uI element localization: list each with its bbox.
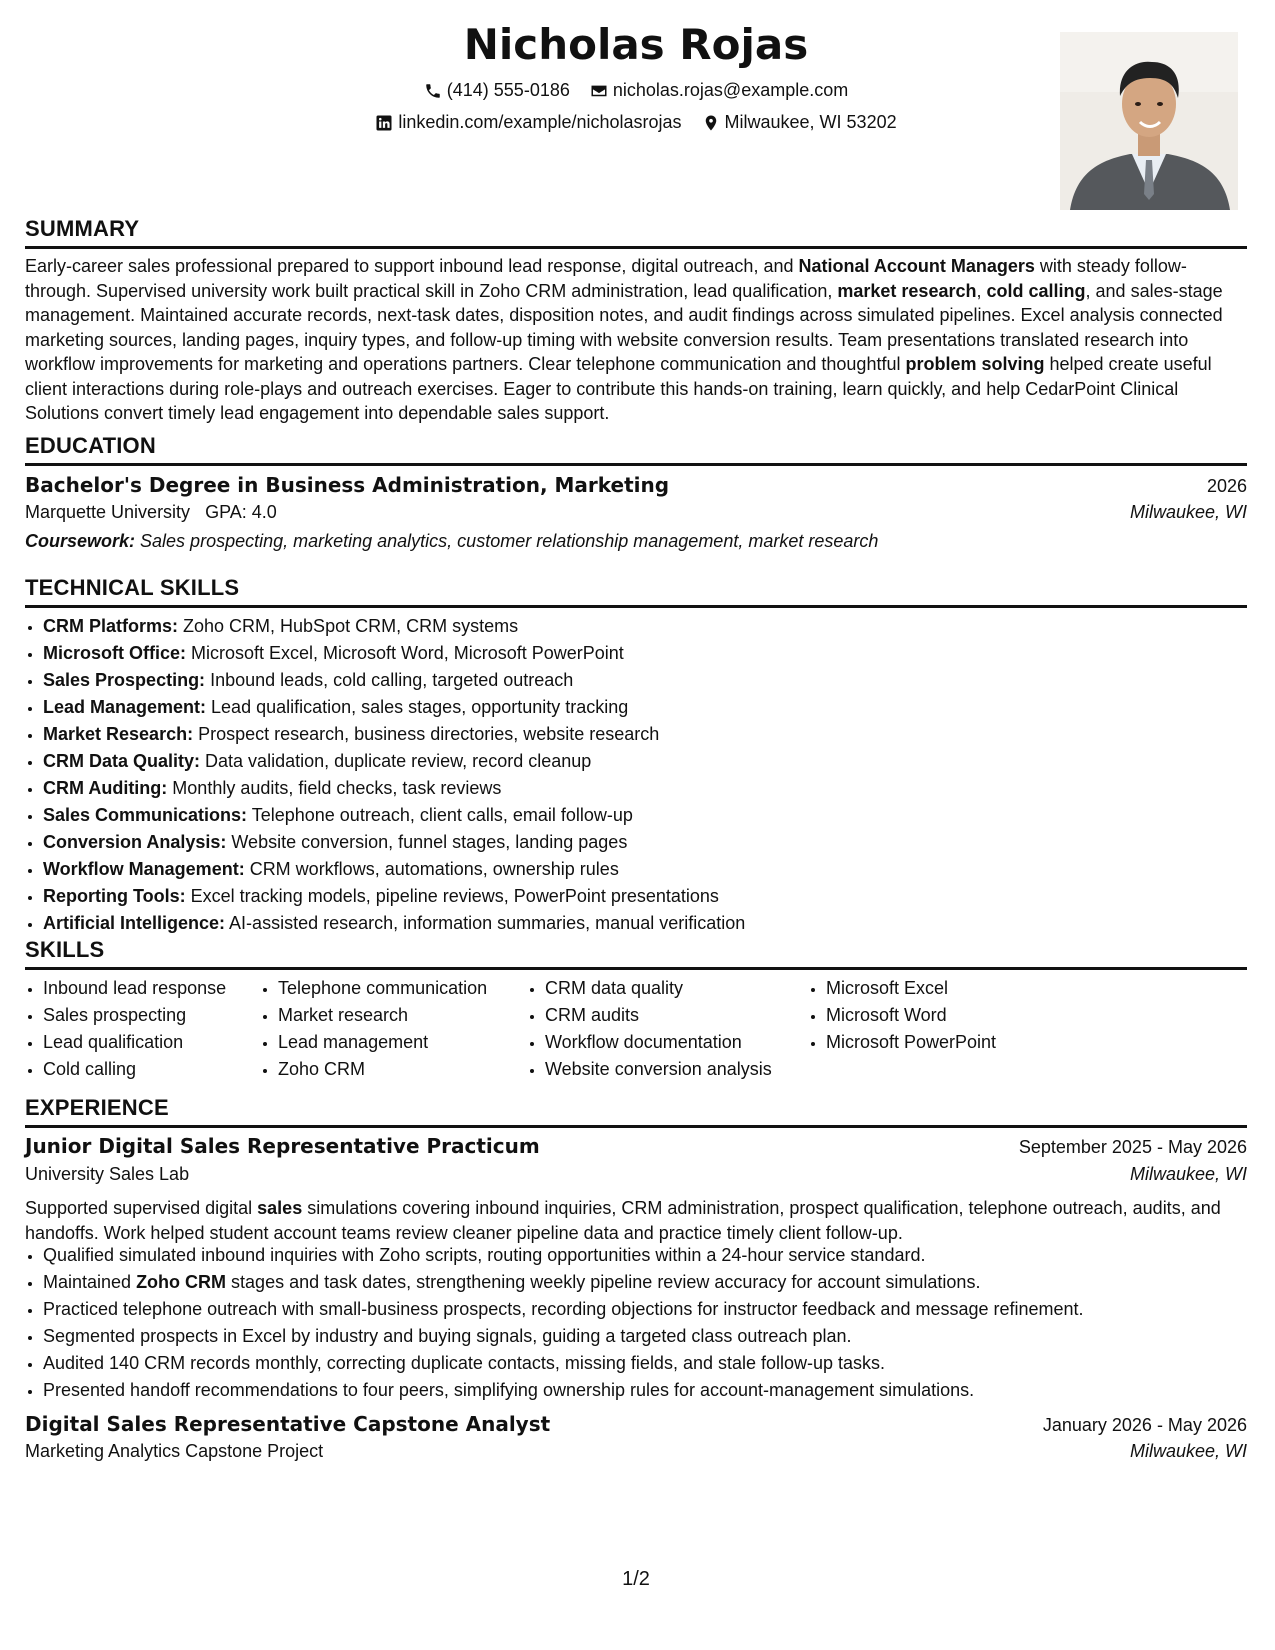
skill-label: Sales Communications:	[43, 805, 248, 825]
list-item	[43, 613, 745, 640]
list-item	[43, 667, 745, 694]
summary-highlight: market research	[837, 280, 977, 301]
list-item: • Market research	[278, 1002, 487, 1029]
job-dates: January 2026 - May 2026	[1042, 1415, 1247, 1435]
job-title: Junior Digital Sales Representative Practicum	[25, 1134, 540, 1158]
job-1-org-row	[25, 1164, 1247, 1185]
map-pin-icon	[702, 114, 720, 132]
list-item: • Zoho CRM	[278, 1056, 487, 1083]
summary-text-part: Early-career sales professional prepared to support inbound lead response, digital outreach, and	[25, 256, 799, 276]
job-1-title-row	[25, 1134, 1247, 1158]
coursework-label: Coursework:	[25, 531, 136, 551]
list-item: • Sales prospecting	[43, 1002, 226, 1029]
degree-title: Bachelor's Degree in Business Administration, Marketing	[25, 473, 670, 497]
skill-text: Microsoft Excel, Microsoft Word, Microsoft PowerPoint	[186, 643, 624, 663]
skill-label: Conversion Analysis:	[43, 832, 227, 852]
linkedin-url[interactable]: linkedin.com/example/nicholasrojas	[398, 112, 682, 132]
location-text: Milwaukee, WI 53202	[724, 112, 897, 132]
bullet-text: Presented handoff recommendations to four peers, simplifying ownership rules for account-management simulations.	[43, 1380, 975, 1400]
skill-text: Telephone outreach, client calls, email follow-up	[247, 805, 633, 825]
summary-text-part: ,	[976, 280, 987, 301]
skills-column-4	[808, 975, 996, 1056]
candidate-name: Nicholas Rojas	[463, 20, 809, 69]
skill-label: CRM Platforms:	[43, 616, 179, 636]
skill-label: Reporting Tools:	[43, 886, 186, 906]
summary-text-part: with steady follow-through. Supervised university work built practical skill in Zoho CRM administration, lead qualification,	[25, 256, 1187, 301]
list-item	[43, 829, 745, 856]
list-item	[43, 1242, 1084, 1269]
skill-text: Prospect research, business directories, website research	[193, 724, 660, 744]
skills-column-3	[527, 975, 772, 1083]
list-item	[43, 910, 745, 937]
job-location: Milwaukee, WI	[1129, 1441, 1247, 1461]
school-name: Marquette University	[25, 502, 191, 522]
summary-highlight: problem solving	[905, 354, 1045, 374]
skill-text: Excel tracking models, pipeline reviews, PowerPoint presentations	[185, 886, 719, 906]
profile-photo	[1060, 32, 1238, 210]
education-school-row	[25, 502, 1247, 523]
gpa: GPA: 4.0	[205, 502, 277, 522]
job-title: Digital Sales Representative Capstone Analyst	[25, 1412, 551, 1436]
skills-heading: SKILLS	[25, 937, 1247, 970]
bullet-highlight: Zoho CRM	[136, 1272, 227, 1292]
list-item: • Microsoft Word	[826, 1002, 996, 1029]
list-item	[43, 775, 745, 802]
bullet-text: stages and task dates, strengthening weekly pipeline review accuracy for account simulations.	[226, 1272, 981, 1292]
linkedin-contact[interactable]	[375, 112, 681, 133]
list-item: • Microsoft Excel	[826, 975, 996, 1002]
list-item	[43, 1377, 1084, 1404]
list-item: • Telephone communication	[278, 975, 487, 1002]
bullet-text: Qualified simulated inbound inquiries with Zoho scripts, routing opportunities within a 24-hour service standard.	[43, 1245, 926, 1265]
email-contact[interactable]	[590, 80, 848, 101]
list-item	[43, 694, 745, 721]
summary-text-part: , and sales-stage management. Maintained accurate records, next-task dates, disposition notes, and audit findings across simulated pipelines. Excel analysis connected marketing sources, landing pages, inquiry types, and follow-up timing with website conversion results. Team presentations translated research into workflow improvements for marketing and operations partners. Clear telephone communication and thoughtful	[25, 280, 1223, 374]
job-2-org-row	[25, 1441, 1247, 1462]
skills-column-1	[25, 975, 226, 1083]
technical-skills-list	[25, 613, 745, 937]
list-item	[43, 883, 745, 910]
skill-label: CRM Data Quality:	[43, 751, 201, 771]
bullet-text: Practiced telephone outreach with small-business prospects, recording objections for instructor feedback and message refinement.	[43, 1299, 1084, 1319]
list-item: • Cold calling	[43, 1056, 226, 1083]
job-1-bullets	[25, 1242, 1084, 1404]
school-info	[25, 502, 277, 523]
summary-highlight: National Account Managers	[798, 256, 1035, 276]
skill-label: Workflow Management:	[43, 859, 245, 879]
skill-label: Sales Prospecting:	[43, 670, 206, 690]
list-item: • Inbound lead response	[43, 975, 226, 1002]
bullet-text: Segmented prospects in Excel by industry and buying signals, guiding a targeted class outreach plan.	[43, 1326, 852, 1346]
job-organization: Marketing Analytics Capstone Project	[25, 1441, 324, 1461]
skill-text: Monthly audits, field checks, task reviews	[167, 778, 502, 798]
education-heading: EDUCATION	[25, 433, 1247, 466]
list-item: • Lead qualification	[43, 1029, 226, 1056]
skill-text: Lead qualification, sales stages, opportunity tracking	[206, 697, 629, 717]
job-dates: September 2025 - May 2026	[1018, 1137, 1247, 1157]
bullet-text: Maintained	[43, 1272, 137, 1292]
experience-heading: EXPERIENCE	[25, 1095, 1247, 1128]
coursework	[25, 531, 878, 552]
list-item: • CRM audits	[545, 1002, 772, 1029]
coursework-text: Sales prospecting, marketing analytics, customer relationship management, market research	[135, 531, 879, 551]
skill-text: Inbound leads, cold calling, targeted outreach	[205, 670, 574, 690]
list-item	[43, 1323, 1084, 1350]
phone-icon	[424, 82, 442, 100]
list-item	[43, 748, 745, 775]
phone-number: (414) 555-0186	[446, 80, 570, 100]
summary-heading: SUMMARY	[25, 216, 1247, 249]
list-item	[43, 856, 745, 883]
skill-text: Data validation, duplicate review, record cleanup	[200, 751, 592, 771]
description-part: Supported supervised digital	[25, 1198, 258, 1218]
resume-page	[25, 0, 1247, 1650]
skill-label: CRM Auditing:	[43, 778, 168, 798]
list-item	[43, 802, 745, 829]
job-2-title-row	[25, 1412, 1247, 1436]
location-contact	[702, 112, 897, 133]
graduation-year: 2026	[1206, 476, 1247, 496]
list-item: • Microsoft PowerPoint	[826, 1029, 996, 1056]
skills-column-2	[260, 975, 487, 1083]
summary-highlight: cold calling	[986, 280, 1086, 301]
job-location: Milwaukee, WI	[1129, 1164, 1247, 1184]
description-part: simulations covering inbound inquiries, CRM administration, prospect qualification, telephone outreach, audits, and handoffs. Work helped student account teams review cleaner pipeline data and practice timely client follow-up.	[25, 1198, 1221, 1243]
list-item: • Lead management	[278, 1029, 487, 1056]
skill-label: Microsoft Office:	[43, 643, 187, 663]
skill-text: AI-assisted research, information summaries, manual verification	[225, 913, 746, 933]
job-1-description	[25, 1196, 1247, 1245]
coursework-row	[25, 531, 1247, 552]
list-item	[43, 640, 745, 667]
job-organization: University Sales Lab	[25, 1164, 190, 1184]
list-item: • CRM data quality	[545, 975, 772, 1002]
education-degree-row	[25, 473, 1247, 497]
skill-label: Market Research:	[43, 724, 194, 744]
summary-text	[25, 254, 1247, 426]
list-item	[43, 721, 745, 748]
list-item: • Workflow documentation	[545, 1029, 772, 1056]
phone-contact	[424, 80, 570, 101]
linkedin-icon	[375, 114, 393, 132]
list-item	[43, 1350, 1084, 1377]
skill-text: Website conversion, funnel stages, landing pages	[226, 832, 628, 852]
technical-skills-heading: TECHNICAL SKILLS	[25, 575, 1247, 608]
list-item: • Website conversion analysis	[545, 1056, 772, 1083]
school-location: Milwaukee, WI	[1129, 502, 1247, 522]
skill-label: Lead Management:	[43, 697, 207, 717]
skill-text: Zoho CRM, HubSpot CRM, CRM systems	[178, 616, 519, 636]
skill-text: CRM workflows, automations, ownership rules	[244, 859, 619, 879]
bullet-text: Audited 140 CRM records monthly, correcting duplicate contacts, missing fields, and stale follow-up tasks.	[43, 1353, 886, 1373]
list-item	[43, 1269, 1084, 1296]
envelope-icon	[590, 82, 608, 100]
summary-text-part: helped create useful client interactions during role-plays and outreach exercises. Eager to contribute this hands-on training, learn quickly, and help CedarPoint Clinical Solutions convert timely lead engagement into dependable sales support.	[25, 354, 1212, 423]
list-item	[43, 1296, 1084, 1323]
description-highlight: sales	[257, 1198, 303, 1218]
page-number: 1/2	[622, 1568, 650, 1590]
email-address[interactable]: nicholas.rojas@example.com	[612, 80, 849, 100]
skill-label: Artificial Intelligence:	[43, 913, 226, 933]
